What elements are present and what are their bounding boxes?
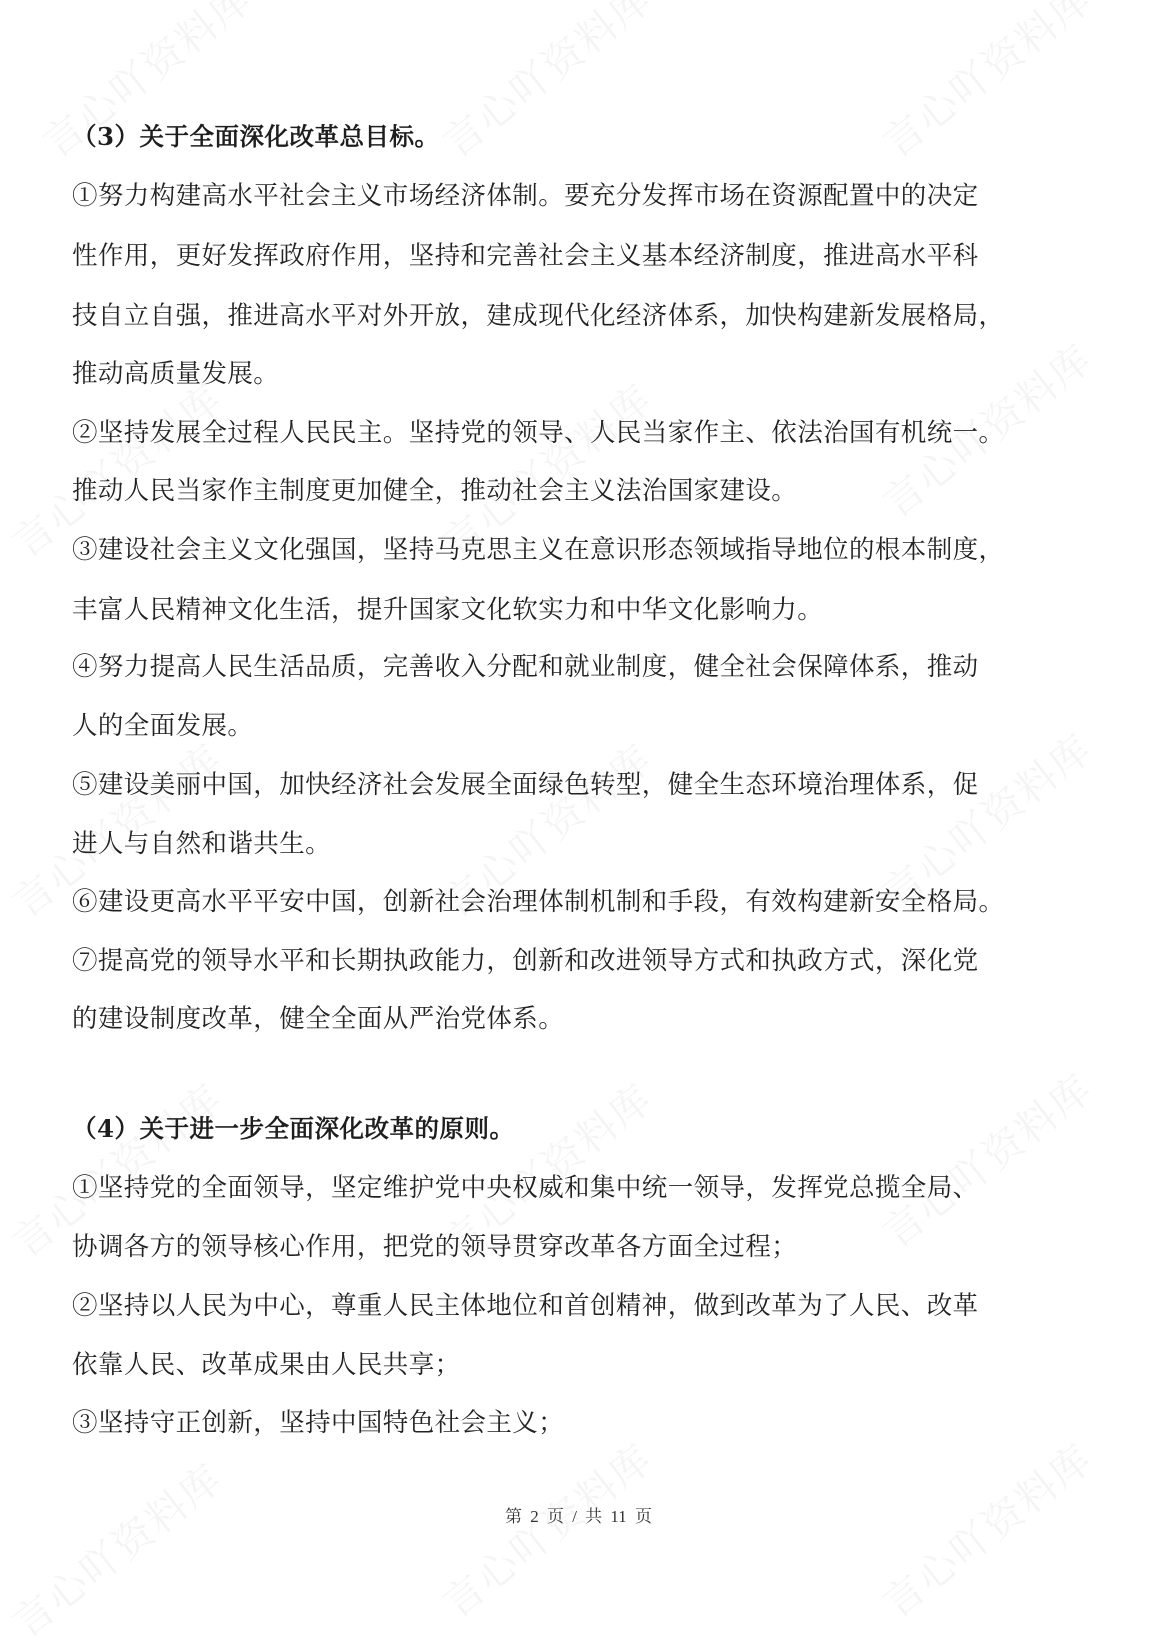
paragraph-line: ③坚持守正创新，坚持中国特色社会主义； — [72, 1408, 565, 1438]
paragraph-line: 性作用，更好发挥政府作用，坚持和完善社会主义基本经济制度，推进高水平科 — [72, 241, 979, 271]
paragraph-line: 的建设制度改革，健全全面从严治党体系。 — [72, 1004, 565, 1034]
section-heading: （3）关于全面深化改革总目标。 — [72, 122, 440, 151]
paragraph-line: ⑦提高党的领导水平和长期执政能力，创新和改进领导方式和执政方式，深化党 — [72, 946, 979, 976]
paragraph-line: ⑤建设美丽中国，加快经济社会发展全面绿色转型，健全生态环境治理体系，促 — [72, 770, 979, 800]
paragraph-line: 丰富人民精神文化生活，提升国家文化软实力和中华文化影响力。 — [72, 595, 824, 625]
paragraph-line: ⑥建设更高水平平安中国，创新社会治理体制机制和手段，有效构建新安全格局。 — [72, 887, 1005, 917]
section-heading: （4）关于进一步全面深化改革的原则。 — [72, 1114, 515, 1143]
paragraph-line: 协调各方的领导核心作用，把党的领导贯穿改革各方面全过程； — [72, 1232, 798, 1262]
paragraph-line: ②坚持发展全过程人民民主。坚持党的领导、人民当家作主、依法治国有机统一。 — [72, 418, 1005, 448]
paragraph-line: 人的全面发展。 — [72, 711, 254, 741]
page-number-footer: 第 2 页 / 共 11 页 — [504, 1507, 653, 1526]
paragraph-line: ④努力提高人民生活品质，完善收入分配和就业制度，健全社会保障体系，推动 — [72, 652, 979, 682]
paragraph-line: 进人与自然和谐共生。 — [72, 829, 332, 859]
paragraph-line: 技自立自强，推进高水平对外开放，建成现代化经济体系，加快构建新发展格局， — [72, 301, 1005, 331]
paragraph-line: ①努力构建高水平社会主义市场经济体制。要充分发挥市场在资源配置中的决定 — [72, 181, 979, 211]
paragraph-line: 依靠人民、改革成果由人民共享； — [72, 1350, 461, 1380]
paragraph-line: 推动人民当家作主制度更加健全，推动社会主义法治国家建设。 — [72, 476, 798, 506]
paragraph-line: ①坚持党的全面领导，坚定维护党中央权威和集中统一领导，发挥党总揽全局、 — [72, 1173, 979, 1203]
paragraph-line: 推动高质量发展。 — [72, 359, 280, 389]
paragraph-line: ②坚持以人民为中心，尊重人民主体地位和首创精神，做到改革为了人民、改革 — [72, 1291, 979, 1321]
paragraph-line: ③建设社会主义文化强国，坚持马克思主义在意识形态领域指导地位的根本制度， — [72, 535, 1005, 565]
